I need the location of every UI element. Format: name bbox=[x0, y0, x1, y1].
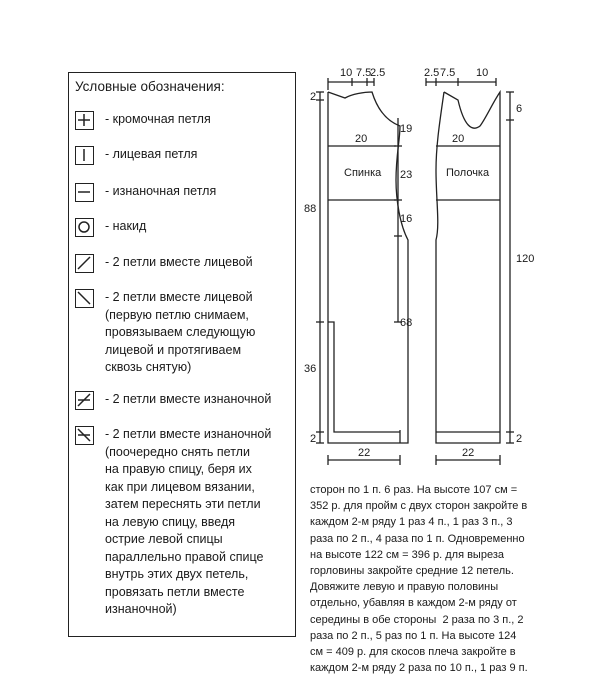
legend-item-text: - накид bbox=[105, 219, 147, 233]
legend-item-text: - 2 петли вместе лицевой bbox=[105, 255, 253, 269]
vertical-line-symbol-icon bbox=[75, 146, 94, 165]
back-top-dim-1: 10 bbox=[340, 67, 353, 79]
legend-title: Условные обозначения: bbox=[75, 79, 225, 94]
legend-item-text: - 2 петли вместе изнаночной bbox=[105, 392, 272, 406]
back-top-dim-3: 2.5 bbox=[370, 67, 386, 79]
back-bottom-dim: 22 bbox=[358, 447, 371, 459]
right-dim-6: 6 bbox=[516, 103, 523, 115]
cross-symbol-icon bbox=[75, 111, 94, 130]
front-chest-dim: 20 bbox=[452, 133, 465, 145]
right-dim-bottom: 2 bbox=[516, 433, 523, 445]
right-dim-120: 120 bbox=[516, 253, 535, 265]
back-label: Спинка bbox=[344, 167, 382, 179]
front-label: Полочка bbox=[446, 167, 490, 179]
horizontal-line-symbol-icon bbox=[75, 183, 94, 202]
slash-right-symbol-icon bbox=[75, 254, 94, 273]
slash-right-bar-symbol-icon bbox=[75, 391, 94, 410]
legend-item-text: - изнаночная петля bbox=[105, 184, 217, 198]
legend-item-text: - 2 петли вместе изнаночной (поочередно снять петли на правую спицу, беря их как при лицевом вязании, затем переснять эти петли на левую спицу, введя острие левой спицы параллельно правой спице внутрь этих двух петель, провязать петли вместе изнаночной) bbox=[105, 427, 272, 616]
front-piece-outline bbox=[436, 92, 500, 443]
pattern-instructions: сторон по 1 п. 6 раз. На высоте 107 см = 352 р. для пройм с двух сторон закройте в каждом 2-м ряду 1 раз 4 п., 1 раз 3 п., 3 раза по 2 п., 4 раза по 1 п. Одновременно на высоте 122 см = 396 р. для выреза горловины закройте средние 12 петель. Довяжите левую и правую половины отдельно, убавляя в каждом 2-м ряду от середины в обе стороны 2 раза по 3 п., 2 раза по 2 п., 5 раз по 1 п. На высоте 124 см = 409 р. для скосов плеча закройте в каждом 2-м ряду 2 раза по 10 п., 1 раз 9 п. bbox=[310, 484, 528, 675]
back-piece-outline bbox=[328, 92, 408, 443]
pattern-diagram bbox=[300, 60, 600, 480]
center-dim-19: 19 bbox=[400, 123, 413, 135]
circle-symbol-icon bbox=[75, 218, 94, 237]
back-chest-dim: 20 bbox=[355, 133, 368, 145]
legend-box bbox=[68, 72, 296, 637]
center-dim-23: 23 bbox=[400, 169, 413, 181]
left-dim-top: 2 bbox=[310, 91, 317, 103]
left-dim-88: 88 bbox=[304, 203, 317, 215]
left-dim-36: 36 bbox=[304, 363, 317, 375]
front-top-dim-3: 10 bbox=[476, 67, 489, 79]
front-top-dim-2: 7.5 bbox=[440, 67, 456, 79]
slash-left-bar-symbol-icon bbox=[75, 426, 94, 445]
left-dim-bottom: 2 bbox=[310, 433, 317, 445]
front-bottom-dim: 22 bbox=[462, 447, 475, 459]
center-dim-16: 16 bbox=[400, 213, 413, 225]
slash-left-symbol-icon bbox=[75, 289, 94, 308]
front-top-dim-1: 2.5 bbox=[424, 67, 440, 79]
legend-item-text: - кромочная петля bbox=[105, 112, 211, 126]
back-top-dim-2: 7.5 bbox=[356, 67, 372, 79]
legend-item-text: - лицевая петля bbox=[105, 147, 198, 161]
legend-item-text: - 2 петли вместе лицевой (первую петлю снимаем, провязываем следующую лицевой и протягиваем сквозь снятую) bbox=[105, 290, 256, 374]
center-dim-68: 68 bbox=[400, 317, 413, 329]
